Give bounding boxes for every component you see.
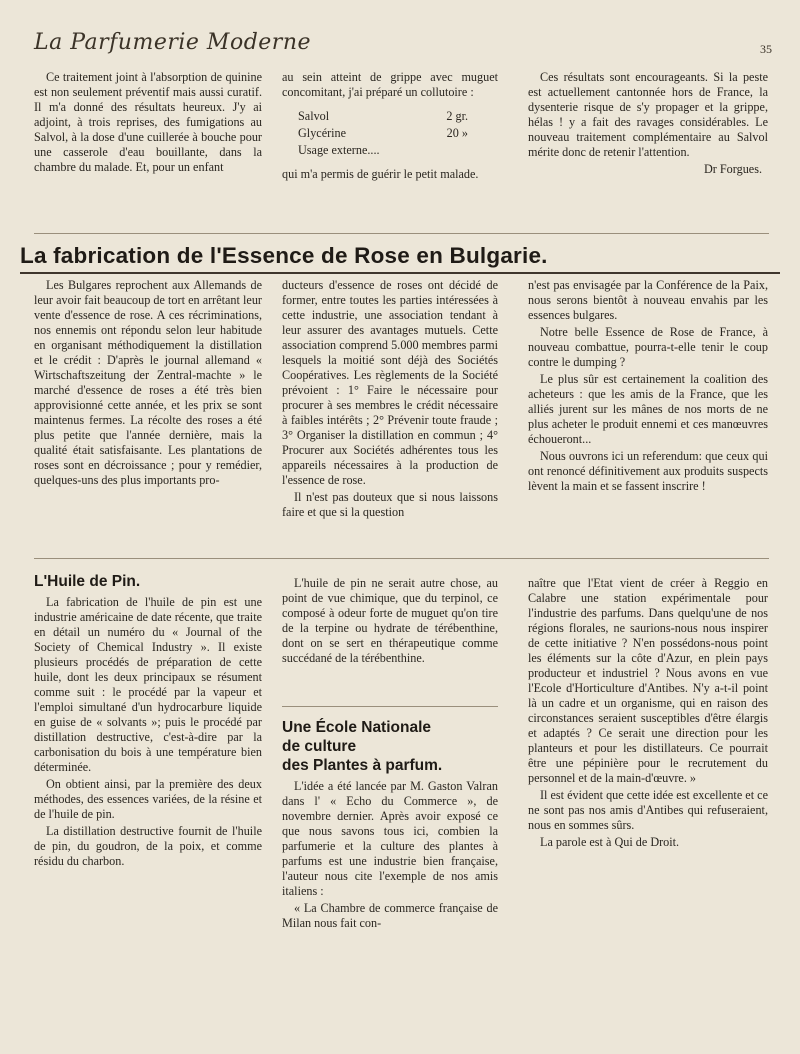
pin-article-col-2 xyxy=(282,576,498,668)
formula-quantity: 2 gr. xyxy=(446,109,468,123)
paragraph: On obtient ainsi, par la première des deux méthodes, des essences variées, de la résine et de l'huile de pin. xyxy=(34,777,262,821)
title-underline xyxy=(20,272,780,274)
formula-ingredient: Usage externe.... xyxy=(298,143,380,157)
rose-article-col-1 xyxy=(34,278,262,490)
paragraph: Il est évident que cette idée est excellente et ce ne sont pas nos amis d'Antibes qui refuseraient, nous en sommes sûrs. xyxy=(528,788,768,832)
author-signature: Dr Forgues. xyxy=(703,162,762,176)
formula-ingredient: Salvol xyxy=(298,109,330,123)
paragraph: qui m'a permis de guérir le petit malade. xyxy=(282,167,479,181)
formula-table xyxy=(298,108,498,159)
paragraph: Ces résultats sont encourageants. Si la peste est actuellement cantonnée hors de France, la dysenterie risque de s'y propager et la grippe, hélas ! y a fait des ravages considérables. Le nouveau traitement complémentaire au Salvol mérite donc de retenir l'attention. xyxy=(528,70,768,159)
school-article-col-3 xyxy=(528,576,768,852)
divider xyxy=(34,233,769,234)
paragraph: L'huile de pin ne serait autre chose, au point de vue chimique, que du terpinol, ce composé à odeur forte de muguet qu'on tire de la terpine ou hydrate de térébenthine, dont on se sert en thérapeutique comme succédané de la térébenthine. xyxy=(282,576,498,665)
paragraph: « La Chambre de commerce française de Milan nous fait con- xyxy=(282,901,498,930)
paragraph: Notre belle Essence de Rose de France, à nouveau combattue, pourra-t-elle tenir le coup contre le dumping ? xyxy=(528,325,768,369)
paragraph: n'est pas envisagée par la Conférence de la Paix, nous serons bientôt à nouveau envahis par les essences bulgares. xyxy=(528,278,768,322)
school-article-col-2 xyxy=(282,718,498,933)
paragraph: ducteurs d'essence de roses ont décidé de former, entre toutes les parties intéressées à cette industrie, une association tendant à leur assurer des avantages mutuels. Cette association comprend 5.000 membres parmi lesquels la moitié sont déjà des Sociétés Coopératives. Les règlements de la Société prévoient : 1° Faire le nécessaire pour procurer à ses membres le crédit nécessaire à faibles intérêts ; 2° Prévenir toute fraude ; 3° Organiser la distillation en commun ; 4° Procurer aux Sociétés adhérentes tous les appareils nécessaires à la production de l'essence de rose. xyxy=(282,278,498,487)
rose-article-title: La fabrication de l'Essence de Rose en Bulgarie. xyxy=(20,243,548,268)
paragraph: Ce traitement joint à l'absorption de quinine est non seulement préventif mais aussi curatif. Il m'a donné des résultats heureux. J'y ai adjoint, à trois reprises, des fumigations au Salvol, à la dose d'une cuillerée à bouche pour une casserole d'eau bouillante, dans la chambre du malade. Et, pour un enfant xyxy=(34,70,262,174)
paragraph: La parole est à Qui de Droit. xyxy=(540,835,680,849)
paragraph: La distillation destructive fournit de l'huile de pin, du goudron, de la poix, et comme résidu du charbon. xyxy=(34,824,262,868)
paragraph: Nous ouvrons ici un referendum: que ceux qui ont renoncé définitivement aux produits suspects lèvent la main et se fassent inscrire ! xyxy=(528,449,768,493)
formula-row xyxy=(298,142,468,159)
pin-article-title: L'Huile de Pin. xyxy=(34,573,141,590)
rose-article-col-2 xyxy=(282,278,498,522)
page-number: 35 xyxy=(760,42,772,56)
formula-row xyxy=(298,125,468,142)
paragraph: Les Bulgares reprochent aux Allemands de leur avoir fait beaucoup de tort en arrêtant leur vente d'essence de rose. A ces récriminations, nos ennemis ont répondu selon leur habitude en organisant méthodiquement la distillation et le crédit : D'après le journal allemand « Wirtschaftszeitung der Zentral-machte » le marché d'essence de roses a été très bien approvisionné cette année, et les prix se sont maintenus fermes. La récolte des roses a été plus petite que l'année dernière, mais la qualité était satisfaisante. Les plantations de roses sont en décroissance ; pour y remédier, quelques-uns des plus importants pro- xyxy=(34,278,262,487)
top-article-col-2 xyxy=(282,70,498,184)
paragraph: L'idée a été lancée par M. Gaston Valran dans l' « Echo du Commerce », de novembre dernier. Après avoir exposé ce que nous savons tous ici, combien la parfumerie et la culture des plantes à parfums est une industrie bien française, l'auteur nous cite l'exemple de nos amis italiens : xyxy=(282,779,498,898)
paragraph: La fabrication de l'huile de pin est une industrie américaine de date récente, que traite en détail un numéro du « Journal of the Society of Chemical Industry ». Il existe plusieurs procédés de préparation de cette huile, dont les deux principaux se résument comme suit : le procédé par la vapeur et l'emploi simultané d'un hydrocarbure liquide en guise de « solvants »; puis le procédé par distillation destructive, c'est-à-dire par la carbonisation du bois à une température bien déterminée. xyxy=(34,595,262,774)
formula-ingredient: Glycérine xyxy=(298,126,347,140)
divider xyxy=(34,558,769,559)
pin-article-col-1 xyxy=(34,572,262,871)
top-article-col-3 xyxy=(528,70,768,177)
paragraph: Il n'est pas douteux que si nous laissons faire et que si la question xyxy=(282,490,498,519)
paragraph: Le plus sûr est certainement la coalition des acheteurs : que les amis de la France, que les alliés jurent sur les mânes de nos morts de ne plus acheter le produit ennemi et ces manœuvres échoueront... xyxy=(528,372,768,446)
formula-quantity: 20 » xyxy=(446,126,468,140)
top-article-col-1 xyxy=(34,70,262,177)
school-article-title-line-2: de culture xyxy=(282,738,357,755)
rose-article-col-3 xyxy=(528,278,768,496)
magazine-title: La Parfumerie Moderne xyxy=(34,30,312,55)
school-article-title-line-1: Une École Nationale xyxy=(282,719,432,736)
paragraph: au sein atteint de grippe avec muguet concomitant, j'ai préparé un collutoire : xyxy=(282,70,498,99)
divider xyxy=(282,706,498,707)
formula-row xyxy=(298,108,468,125)
paragraph: naître que l'Etat vient de créer à Reggio en Calabre une station expérimentale pour l'industrie des parfums. Dans quelqu'une de nos régions florales, ne saurions-nous nous inspirer de cette initiative ? N'en possédons-nous point les éléments sur la côte d'Azur, en plein pays producteur et industriel ? Nous avons en vue l'Ecole d'Horticulture d'Antibes. N'y a-t-il point là un cadre et un organisme, qui en raison des circonstances seraient susceptibles d'être élargis et adaptés ? Ce serait une direction pour les planteurs et pour les distillateurs. Ce pourrait être une pépinière pour le recrutement du personnel et de la main-d'œuvre. » xyxy=(528,576,768,785)
school-article-title-line-3: des Plantes à parfum. xyxy=(282,757,443,774)
